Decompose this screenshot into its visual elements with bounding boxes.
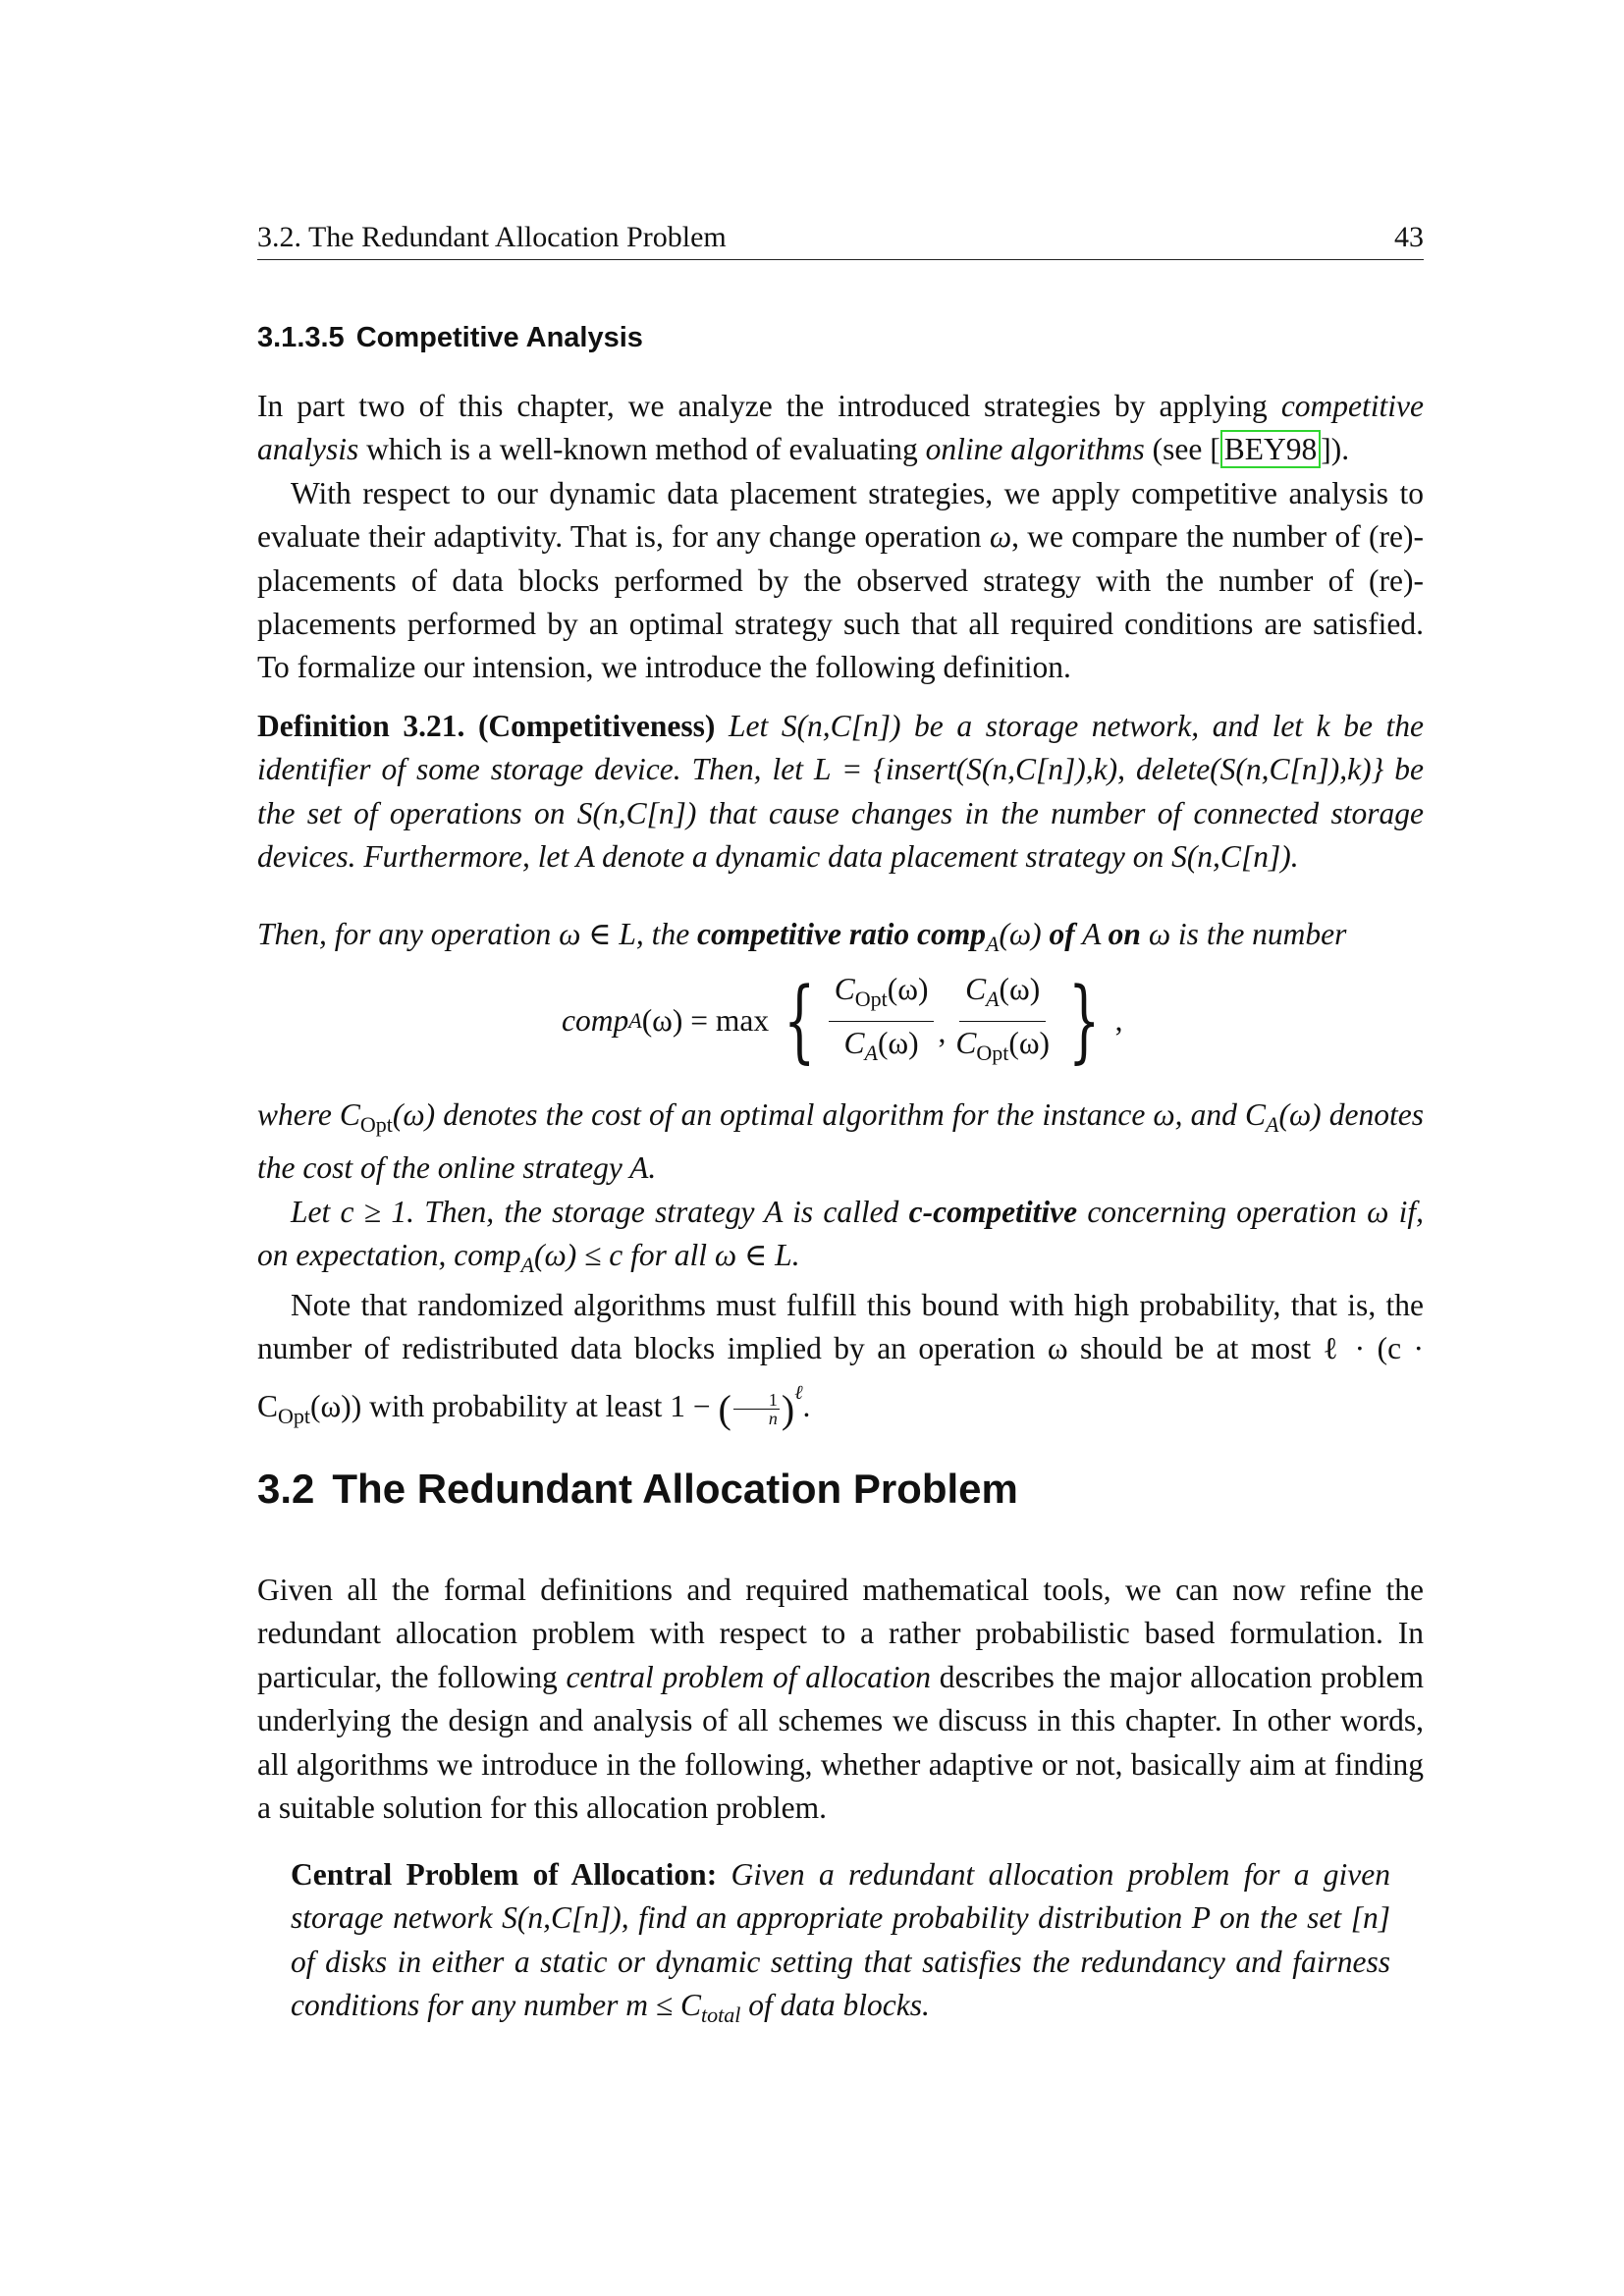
central-problem <box>291 1853 1390 2038</box>
definition-text: Let S(n,C[n]) be a storage network, and let k be the identifier of some storage device. Then, let L = {insert(S(n,C[n]),k), delete(S(n,C[n]),k)} be the set of operations on S(n,C[n]) that cause changes in the number of connected storage devices. Furthermore, let A denote a dynamic data placement strategy on S(n,C[n]). <box>257 709 1425 875</box>
section-number: 3.2 <box>257 1466 315 1512</box>
section-intro <box>257 1569 1424 1830</box>
fraction-numerator <box>959 971 1046 1022</box>
left-paren: ( <box>718 1386 731 1431</box>
running-header-title: 3.2. The Redundant Allocation Problem <box>257 221 727 253</box>
def-sub: A <box>1266 1112 1279 1137</box>
problem-title: Central Problem of Allocation: <box>291 1857 718 1892</box>
fraction-numerator <box>829 971 935 1022</box>
p4-term: central problem of allocation <box>566 1659 931 1694</box>
paragraph-2 <box>257 472 1424 690</box>
eq-lhs-arg: (ω) = max <box>641 1003 770 1038</box>
f-arg: (ω) <box>1008 1025 1051 1060</box>
f-arg: (ω) <box>877 1025 919 1060</box>
frac-num: 1 <box>733 1391 780 1410</box>
def-text: where C <box>257 1097 360 1132</box>
definition-ratio-sentence <box>257 913 1424 966</box>
definition-where-clause <box>257 1094 1424 1191</box>
page-number: 43 <box>1394 221 1424 253</box>
fraction-denominator <box>838 1022 924 1072</box>
fraction-a-over-opt <box>949 971 1056 1072</box>
paragraph-1: In part two of this chapter, we analyze the introduced strategies by applying competitive analysis which is a well-known method of evaluating online algorithms (see [ BEY98 ]). <box>257 389 1424 467</box>
right-paren: ) <box>781 1386 795 1431</box>
eq-comma: , <box>938 1015 947 1049</box>
definition-continuation <box>257 913 1424 966</box>
note-paragraph <box>257 1284 1424 1438</box>
running-header <box>257 216 1424 260</box>
f-sym: C <box>965 971 987 1006</box>
f-sym: C <box>955 1025 977 1060</box>
problem-sub: total <box>701 2002 741 2028</box>
def-text: (ω) denotes the cost of the online strategy A. <box>257 1097 1424 1186</box>
subsection-number: 3.1.3.5 <box>257 322 345 353</box>
problem-text: of data blocks. <box>740 1988 930 2023</box>
p3-text: Note that randomized algorithms must fulfill this bound with high probability, that is, the number of redistributed data blocks implied by an operation ω should be at most ℓ · (c · C <box>257 1288 1424 1423</box>
right-brace: } <box>1068 968 1101 1073</box>
p2-text: , we compare the number of (re)-placements of data blocks performed by the observed strategy with the number of (re)-placements performed by an optimal strategy such that all required conditions are satisfied. To formalize our intension, we introduce the following definition. <box>257 519 1424 685</box>
definition-statement <box>257 705 1424 880</box>
paragraph-4 <box>257 1569 1424 1830</box>
p1-text: ]). <box>1321 432 1350 467</box>
p3-sub: Opt <box>278 1403 311 1428</box>
p1-term-online: online algorithms <box>925 432 1145 467</box>
def-term-of: of <box>1049 917 1075 951</box>
eq-tail-comma: , <box>1114 1003 1123 1038</box>
def-text: ω is the number <box>1140 917 1347 951</box>
p3-exponent: ℓ <box>794 1381 803 1404</box>
fraction-denominator <box>949 1022 1056 1072</box>
definition-tail <box>257 1094 1424 1288</box>
one-over-n <box>733 1391 780 1427</box>
def-text: concerning operation ω if, on expectation, comp <box>257 1194 1424 1273</box>
definition-c-competitive <box>257 1191 1424 1288</box>
paragraph-3 <box>257 1284 1424 1438</box>
def-sub: A <box>520 1253 534 1278</box>
p4-text: describes the major allocation problem underlying the design and analysis of all schemes we discuss in this chapter. In other words, all algorithms we introduce in the following, whether adaptive or not, basically aim at finding a suitable solution for this allocation problem. <box>257 1659 1424 1826</box>
p1-text: (see <box>1144 432 1211 467</box>
def-text: Then, for any operation ω ∈ L, the <box>257 917 698 951</box>
display-equation <box>257 970 1424 1072</box>
def-text: Let c ≥ 1. Then, the storage strategy A is called <box>291 1194 909 1229</box>
intro-paragraphs <box>257 385 1424 690</box>
section-heading <box>257 1466 1018 1513</box>
p4-text: Given all the formal definitions and required mathematical tools, we can now refine the redundant allocation problem with respect to a rather probabilistic based formulation. In particular, the following <box>257 1573 1424 1694</box>
p1-term-competitive: competitive analysis <box>257 389 1424 467</box>
def-term-on: on <box>1108 917 1141 951</box>
p1-text: which is a well-known method of evaluating <box>358 432 926 467</box>
f-arg: (ω) <box>887 971 929 1006</box>
definition-block <box>257 705 1424 880</box>
central-problem-box <box>291 1853 1390 2038</box>
eq-lhs-sub: A <box>628 1008 642 1033</box>
f-sym: C <box>843 1025 865 1060</box>
f-sub: A <box>986 986 1000 1011</box>
p1-text: In part two of this chapter, we analyze the introduced strategies by applying <box>257 389 1281 423</box>
def-term-c-competitive: c-competitive <box>908 1194 1078 1229</box>
f-arg: (ω) <box>999 971 1041 1006</box>
f-sub: Opt <box>976 1040 1009 1065</box>
def-sub: A <box>985 932 1000 956</box>
definition-label: Definition 3.21. <box>257 709 465 743</box>
def-text: A <box>1074 917 1109 951</box>
def-text: (ω) ≤ c for all ω ∈ L. <box>534 1238 800 1273</box>
definition-name: (Competitiveness) <box>477 709 716 743</box>
f-sub: A <box>864 1040 878 1065</box>
f-sym: C <box>834 971 855 1006</box>
problem-text: Given a redundant allocation problem for a given storage network S(n,C[n]), find an appropriate probability distribution P on the set [n] of disks in either a static or dynamic setting that satisfies the redundancy and fairness conditions for any number m ≤ C <box>291 1857 1390 2023</box>
def-text: (ω) denotes the cost of an optimal algorithm for the instance ω, and C <box>392 1097 1266 1132</box>
citation-link[interactable]: BEY98 <box>1220 430 1322 468</box>
def-term-ratio: competitive ratio comp <box>697 917 986 951</box>
left-brace: { <box>784 968 816 1073</box>
f-sub: Opt <box>854 986 888 1011</box>
subsection-title: Competitive Analysis <box>355 322 643 353</box>
frac-den: n <box>768 1409 778 1429</box>
p2-omega: ω <box>989 519 1012 555</box>
fraction-opt-over-a <box>829 971 935 1072</box>
subsection-heading <box>257 322 643 354</box>
equation-body <box>562 970 1122 1072</box>
p3-text: . <box>802 1388 811 1423</box>
section-title: The Redundant Allocation Problem <box>332 1466 1018 1512</box>
def-sub: Opt <box>359 1112 393 1137</box>
p3-text: (ω)) with probability at least 1 − <box>310 1388 719 1423</box>
p2-text: With respect to our dynamic data placement strategies, we apply competitive analysis to evaluate their adaptivity. That is, for any change operation <box>257 475 1424 555</box>
def-text: (ω) <box>999 917 1050 951</box>
eq-lhs: comp <box>562 1003 629 1038</box>
